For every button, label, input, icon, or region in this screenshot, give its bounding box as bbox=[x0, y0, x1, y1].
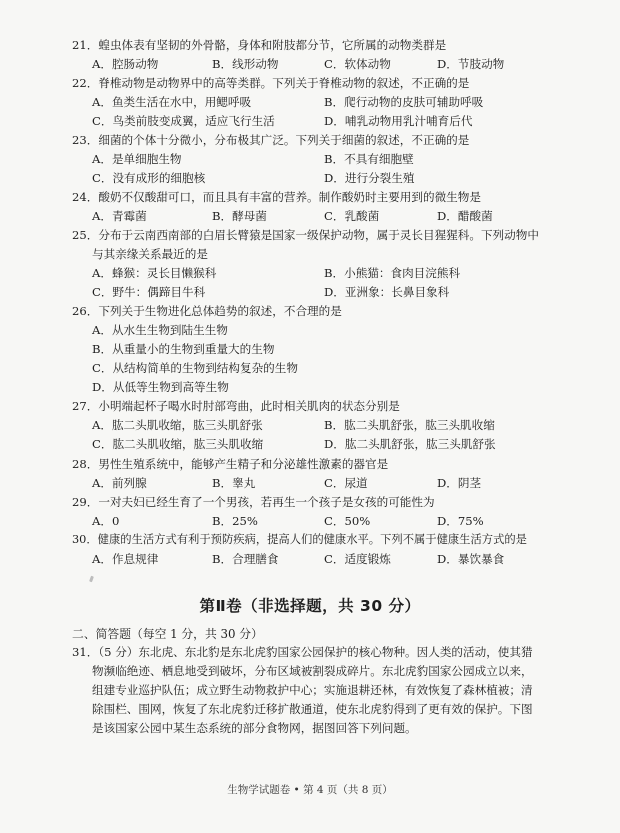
question-23-option-c: C．没有成形的细胞核 bbox=[92, 171, 206, 185]
question-25-option-b: B．小熊猫：食肉目浣熊科 bbox=[324, 266, 461, 280]
question-24-option-a: A．青霉菌 bbox=[92, 209, 147, 223]
question-21-option-b: B．线形动物 bbox=[212, 57, 279, 71]
question-22-option-c: C．鸟类前肢变成翼，适应飞行生活 bbox=[92, 114, 275, 128]
question-22-option-d: D．哺乳动物用乳汁哺育后代 bbox=[324, 114, 473, 128]
question-24-option-d: D．醋酸菌 bbox=[437, 209, 493, 223]
question-22-option-a: A．鱼类生活在水中，用鳃呼吸 bbox=[92, 95, 252, 109]
question-21-option-d: D．节肢动物 bbox=[437, 57, 505, 71]
question-24-stem: 24．酸奶不仅酸甜可口，而且具有丰富的营养。制作酸奶时主要用到的微生物是 bbox=[72, 190, 481, 204]
question-25-option-d: D．亚洲象：长鼻目象科 bbox=[324, 285, 450, 299]
question-30-option-a: A．作息规律 bbox=[92, 552, 159, 566]
section-title: 第Ⅱ卷（非选择题，共 30 分） bbox=[199, 597, 421, 615]
question-29-option-b: B．25% bbox=[212, 514, 258, 528]
question-27-stem: 27．小明端起杯子喝水时肘部弯曲，此时相关肌肉的状态分别是 bbox=[72, 399, 400, 413]
question-23-option-d: D．进行分裂生殖 bbox=[324, 171, 415, 185]
question-26-option-b: B．从重量小的生物到重量大的生物 bbox=[92, 342, 275, 356]
question-23-stem: 23．细菌的个体十分微小，分布极其广泛。下列关于细菌的叙述，不正确的是 bbox=[72, 133, 470, 147]
question-21-option-c: C．软体动物 bbox=[324, 57, 391, 71]
question-23-option-a: A．是单细胞生物 bbox=[92, 152, 182, 166]
question-29-option-c: C．50% bbox=[324, 514, 371, 528]
question-31-line-5: 是该国家公园中某生态系统的部分食物网，据图回答下列问题。 bbox=[92, 721, 417, 735]
question-21-option-a: A．腔肠动物 bbox=[92, 57, 159, 71]
question-31-line-1: 31．（5 分）东北虎、东北豹是东北虎豹国家公园保护的核心物种。因人类的活动，使其猎 bbox=[72, 645, 533, 659]
question-27-option-a: A．肱二头肌收缩，肱三头肌舒张 bbox=[92, 418, 263, 432]
question-28-option-d: D．阴茎 bbox=[437, 476, 482, 490]
question-26-option-d: D．从低等生物到高等生物 bbox=[92, 380, 229, 394]
question-22-stem: 22．脊椎动物是动物界中的高等类群。下列关于脊椎动物的叙述，不正确的是 bbox=[72, 76, 470, 90]
question-30-option-c: C．适度锻炼 bbox=[324, 552, 391, 566]
question-25-stem-line-1: 25．分布于云南西南部的白眉长臂猿是国家一级保护动物，属于灵长目猩猩科。下列动物中 bbox=[72, 228, 539, 242]
question-30-option-b: B．合理膳食 bbox=[212, 552, 279, 566]
question-31-line-2: 物濒临绝迹、栖息地受到破坏，分布区域被割裂成碎片。东北虎豹国家公园成立以来， bbox=[92, 664, 533, 678]
question-29-option-a: A．0 bbox=[92, 514, 120, 528]
question-25-stem-line-2: 与其亲缘关系最近的是 bbox=[92, 247, 208, 261]
question-29-option-d: D．75% bbox=[437, 514, 484, 528]
question-26-stem: 26．下列关于生物进化总体趋势的叙述，不合理的是 bbox=[72, 304, 342, 318]
section-subtitle: 二、简答题（每空 1 分，共 30 分） bbox=[72, 627, 263, 641]
question-27-option-d: D．肱二头肌舒张，肱三头肌舒张 bbox=[324, 437, 496, 451]
question-21-stem: 21．蝗虫体表有坚韧的外骨骼，身体和附肢都分节，它所属的动物类群是 bbox=[72, 38, 447, 52]
question-28-option-b: B．睾丸 bbox=[212, 476, 256, 490]
question-25-option-c: C．野牛：偶蹄目牛科 bbox=[92, 285, 206, 299]
question-30-option-d: D．暴饮暴食 bbox=[437, 552, 505, 566]
question-29-stem: 29．一对夫妇已经生育了一个男孩，若再生一个孩子是女孩的可能性为 bbox=[72, 495, 435, 509]
question-31-line-4: 除围栏、围网，恢复了东北虎豹迁移扩散通道，使东北虎豹得到了更有效的保护。下图 bbox=[92, 702, 533, 716]
question-24-option-b: B．酵母菌 bbox=[212, 209, 267, 223]
page-footer: 生物学试题卷 • 第 4 页（共 8 页） bbox=[227, 784, 393, 796]
question-28-stem: 28．男性生殖系统中，能够产生精子和分泌雄性激素的器官是 bbox=[72, 457, 389, 471]
question-27-option-b: B．肱二头肌舒张，肱三头肌收缩 bbox=[324, 418, 495, 432]
question-27-option-c: C．肱二头肌收缩，肱三头肌收缩 bbox=[92, 437, 264, 451]
question-22-option-b: B．爬行动物的皮肤可辅助呼吸 bbox=[324, 95, 484, 109]
question-30-stem: 30．健康的生活方式有利于预防疾病，提高人们的健康水平。下列不属于健康生活方式的是 bbox=[72, 533, 527, 546]
question-23-option-b: B．不具有细胞壁 bbox=[324, 152, 414, 166]
question-31-line-3: 组建专业巡护队伍；成立野生动物救护中心；实施退耕还林，有效恢复了森林植被；清 bbox=[92, 683, 533, 697]
question-26-option-a: A．从水生生物到陆生生物 bbox=[92, 323, 228, 337]
scan-speck bbox=[89, 576, 94, 583]
question-25-option-a: A．蜂猴：灵长目懒猴科 bbox=[92, 266, 217, 280]
question-28-option-c: C．尿道 bbox=[324, 476, 368, 490]
question-26-option-c: C．从结构简单的生物到结构复杂的生物 bbox=[92, 361, 298, 375]
question-28-option-a: A．前列腺 bbox=[92, 476, 147, 490]
question-24-option-c: C．乳酸菌 bbox=[324, 209, 380, 223]
